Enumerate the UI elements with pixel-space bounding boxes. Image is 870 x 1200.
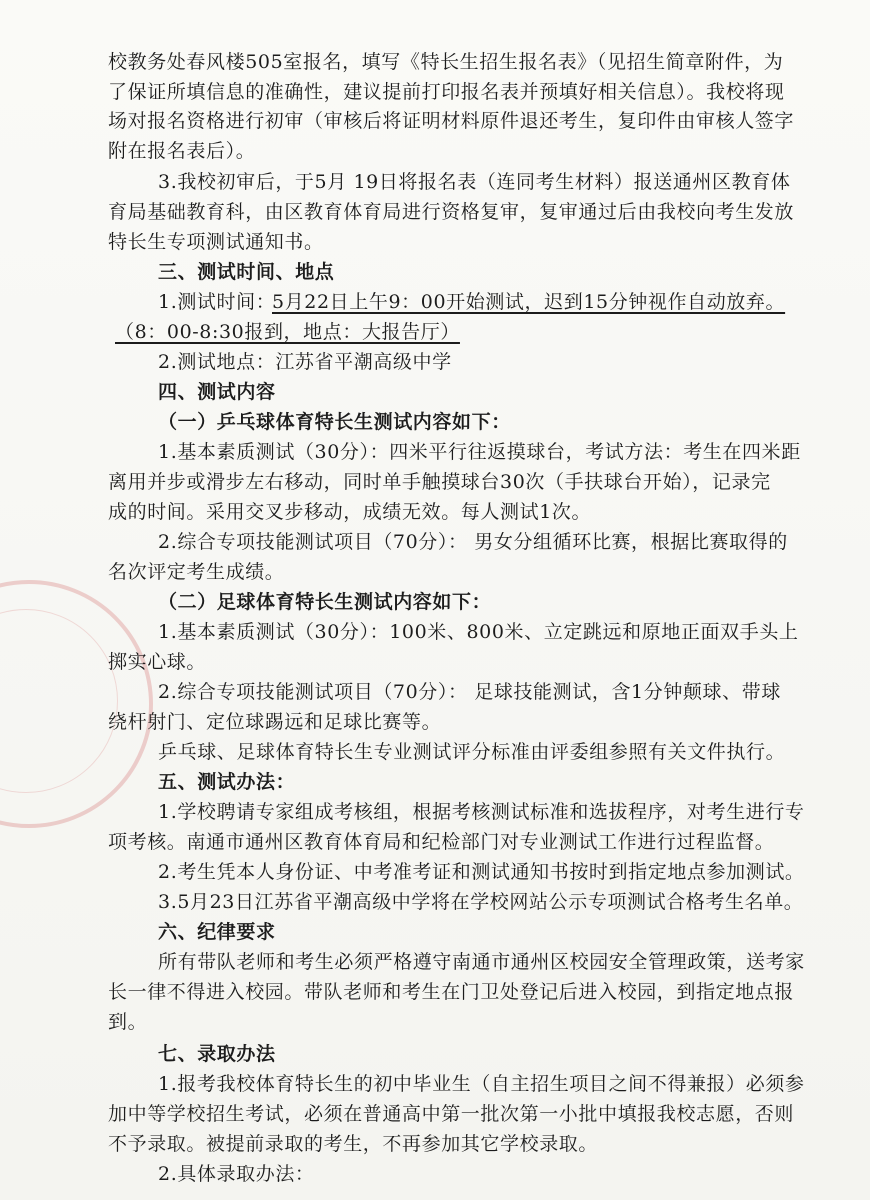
paragraph-line: 加中等学校招生考试，必须在普通高中第一批次第一小批中填报我校志愿，否则 bbox=[108, 1103, 795, 1125]
paragraph-line: 绕杆射门、定位球踢远和足球比赛等。 bbox=[108, 711, 442, 733]
paragraph-line: 3.我校初审后，于5月 19日将报名表（连同考生材料）报送通州区教育体 bbox=[158, 171, 791, 193]
section-heading: 七、录取办法 bbox=[158, 1043, 276, 1065]
section-heading: 四、测试内容 bbox=[158, 381, 276, 403]
paragraph-line: 了保证所填信息的准确性，建议提前打印报名表并预填好相关信息）。我校将现 bbox=[108, 81, 785, 103]
paragraph-line: 特长生专项测试通知书。 bbox=[108, 231, 324, 253]
subsection-heading: （一）乒乓球体育特长生测试内容如下： bbox=[158, 411, 511, 433]
paragraph-line: 2.测试地点：江苏省平潮高级中学 bbox=[158, 351, 452, 373]
test-time-checkin: （8：00-8:30报到，地点：大报告厅） bbox=[115, 321, 460, 343]
paragraph-line: 1.报考我校体育特长生的初中毕业生（自主招生项目之间不得兼报）必须参 bbox=[158, 1073, 805, 1095]
paragraph-line: 成的时间。采用交叉步移动，成绩无效。每人测试1次。 bbox=[108, 501, 592, 523]
section-heading: 三、测试时间、地点 bbox=[158, 261, 335, 283]
official-seal-stamp bbox=[0, 580, 153, 828]
test-time-label: 1.测试时间： bbox=[158, 291, 276, 313]
paragraph-line: 1.基本素质测试（30分）：100米、800米、立定跳远和原地正面双手头上 bbox=[158, 621, 799, 643]
paragraph-line: 所有带队老师和考生必须严格遵守南通市通州区校园安全管理政策，送考家 bbox=[158, 951, 805, 973]
paragraph-line: 2.具体录取办法： bbox=[158, 1163, 315, 1185]
paragraph-line: 2.考生凭本人身份证、中考准考证和测试通知书按时到指定地点参加测试。 bbox=[158, 861, 805, 883]
paragraph-line: 乒乓球、足球体育特长生专业测试评分标准由评委组参照有关文件执行。 bbox=[158, 741, 786, 763]
paragraph-line: 2.综合专项技能测试项目（70分）： 男女分组循环比赛，根据比赛取得的 bbox=[158, 531, 788, 553]
paragraph-line: 附在报名表后）。 bbox=[108, 140, 256, 162]
paragraph-line: 离用并步或滑步左右移动，同时单手触摸球台30次（手扶球台开始），记录完 bbox=[108, 471, 771, 493]
paragraph-line: 1.学校聘请专家组成考核组，根据考核测试标准和选拔程序，对考生进行专 bbox=[158, 801, 805, 823]
paragraph-line: 不予录取。被提前录取的考生，不再参加其它学校录取。 bbox=[108, 1133, 599, 1155]
test-time-value: 5月22日上午9：00开始测试，迟到15分钟视作自动放弃。 bbox=[272, 291, 786, 313]
paragraph-line: 3.5月23日江苏省平潮高级中学将在学校网站公示专项测试合格考生名单。 bbox=[158, 891, 804, 913]
paragraph-line: 育局基础教育科，由区教育体育局进行资格复审，复审通过后由我校向考生发放 bbox=[108, 201, 795, 223]
paragraph-line: 到。 bbox=[108, 1011, 148, 1033]
section-heading: 五、测试办法： bbox=[158, 771, 296, 793]
paragraph-line: 掷实心球。 bbox=[108, 651, 207, 673]
subsection-heading: （二）足球体育特长生测试内容如下： bbox=[158, 591, 492, 613]
paragraph-line: 校教务处春风楼505室报名，填写《特长生招生报名表》（见招生简章附件，为 bbox=[108, 51, 784, 73]
section-heading: 六、纪律要求 bbox=[158, 921, 276, 943]
paragraph-line: 名次评定考生成绩。 bbox=[108, 561, 285, 583]
paragraph-line: 2.综合专项技能测试项目（70分）： 足球技能测试，含1分钟颠球、带球 bbox=[158, 681, 781, 703]
paragraph-line: 场对报名资格进行初审（审核后将证明材料原件退还考生，复印件由审核人签字 bbox=[108, 110, 795, 132]
paragraph-line: 项考核。南通市通州区教育体育局和纪检部门对专业测试工作进行过程监督。 bbox=[108, 831, 775, 853]
paragraph-line: 长一律不得进入校园。带队老师和考生在门卫处登记后进入校园，到指定地点报 bbox=[108, 981, 795, 1003]
paragraph-line: 1.基本素质测试（30分）：四米平行往返摸球台，考试方法：考生在四米距 bbox=[158, 441, 801, 463]
